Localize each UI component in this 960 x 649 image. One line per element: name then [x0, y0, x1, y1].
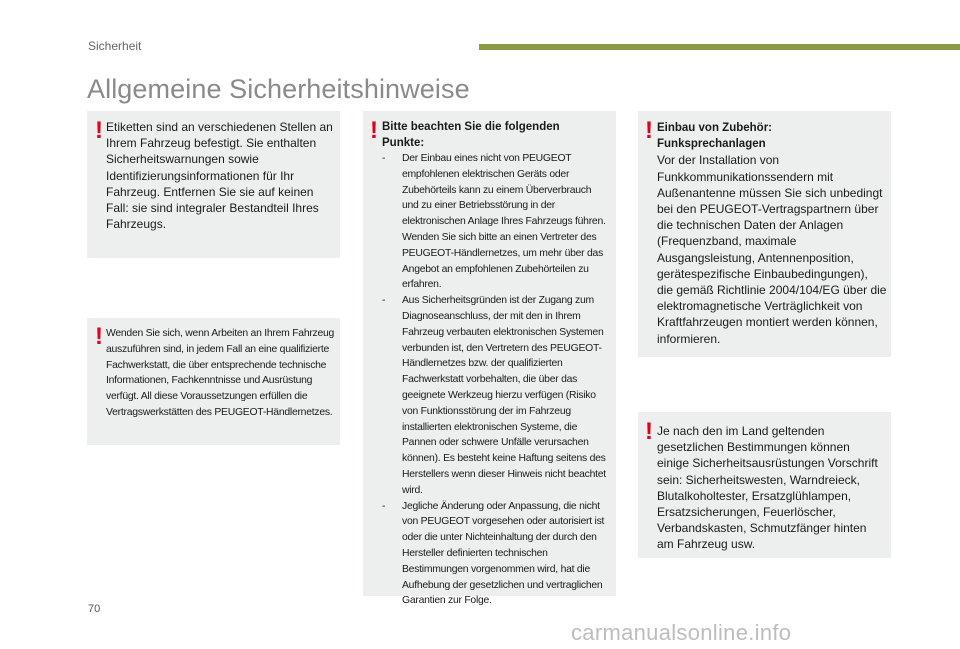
notice-heading: Funksprechanlagen — [657, 138, 766, 151]
notice-content — [657, 120, 887, 347]
notice-heading: Einbau von Zubehör: — [657, 122, 772, 134]
section-label: Sicherheit — [88, 39, 142, 53]
page-number: 70 — [88, 603, 101, 615]
warning-icon: ! — [95, 117, 103, 144]
warning-icon: ! — [645, 117, 653, 144]
notice-text: Vor der Installation von Funkkommunikationssendern mit Außenantenne müssen Sie sich unbedingt bei den PEUGEOT-Vertragspartnern über die technischen Daten der Anlagen (Frequenzband, maximale Ausgangsleistung, Antennenposition, gerätespezifische Einbaubedingungen), die gemäß Richtlinie 2004/104/EG über die elektromagnetische Verträglichkeit von Kraftfahrzeugen montiert werden können, informieren. — [657, 153, 887, 346]
list-item: - Jegliche Änderung oder Anpassung, die nicht von PEUGEOT vorgesehen oder autorisiert ist oder die unter Nichteinhaltung der durch den Hersteller definierten technischen Bestimmungen vorgenommen wird, hat die Aufhebung der gesetzlichen und vertraglichen Garantien zur Folge. — [380, 499, 608, 610]
warning-icon: ! — [370, 117, 378, 144]
notice-text: Je nach den im Land geltenden gesetzlichen Bestimmungen können einige Sicherheitsausrüstungen Vorschrift sein: Sicherheitswesten, Warndreieck, Blutalkoholtester, Ersatzglühlampen, Ersatzsicherungen, Feuerlöscher, Verbandskasten, Schmutzfänger hinten am Fahrzeug usw. — [657, 424, 878, 552]
notice-box-workshop — [87, 318, 340, 445]
notice-text: Etiketten sind an verschiedenen Stellen an Ihrem Fahrzeug befestigt. Sie enthalten Sicherheitswarnungen sowie Identifizierungsinformationen für Ihr Fahrzeug. Entfernen Sie sie auf keinen Fall: sie sind integraler Bestandteil Ihres Fahrzeugs. — [106, 120, 333, 232]
list-item: - Aus Sicherheitsgründen ist der Zugang zum Diagnoseanschluss, der mit den in Ihrem Fahrzeug verbauten elektronischen Systemen verbunden ist, den Vertretern des PEUGEOT-Händlernetzes bzw. der qualifizierten Fachwerkstatt vorbehalten, die über das geeignete Werkzeug hierzu verfügen (Risiko von Funktionsstörung der im Fahrzeug installierten elektronischen Systeme, die Pannen oder schwere Unfälle verursachen können). Es besteht keine Haftung seitens des Herstellers wenn dieser Hinweis nicht beachtet wird. — [380, 293, 608, 498]
notice-box-accessories — [638, 111, 891, 357]
notice-list — [380, 151, 608, 609]
notice-box-labels — [87, 111, 340, 258]
list-item: - Der Einbau eines nicht von PEUGEOT empfohlenen elektrischen Geräts oder Zubehörteils kann zu einem Überverbrauch und zu einer Betriebsstörung in der elektronischen Anlage Ihres Fahrzeugs führen. Wenden Sie sich bitte an einen Vertreter des PEUGEOT-Händlernetzes, um mehr über das Angebot an empfohlenen Zubehörteilen zu erfahren. — [380, 151, 608, 293]
warning-icon: ! — [95, 323, 103, 350]
watermark: carmanualsonline.info — [571, 620, 792, 645]
notice-box-points — [363, 111, 616, 607]
notice-box-equipment — [638, 412, 891, 558]
notice-text: Wenden Sie sich, wenn Arbeiten an Ihrem Fahrzeug auszuführen sind, in jedem Fall an eine qualifizierte Fachwerkstatt, die über entsprechende technische Informationen, Fachkenntnisse und Ausrüstung verfügt. All diese Voraussetzungen erfüllen die Vertragswerkstätten des PEUGEOT-Händlernetzes. — [106, 328, 335, 418]
notice-heading: Bitte beachten Sie die folgenden Punkte: — [382, 121, 560, 150]
warning-icon: ! — [645, 418, 653, 445]
header-accent-bar — [479, 44, 960, 50]
page-title: Allgemeine Sicherheitshinweise — [87, 74, 470, 104]
